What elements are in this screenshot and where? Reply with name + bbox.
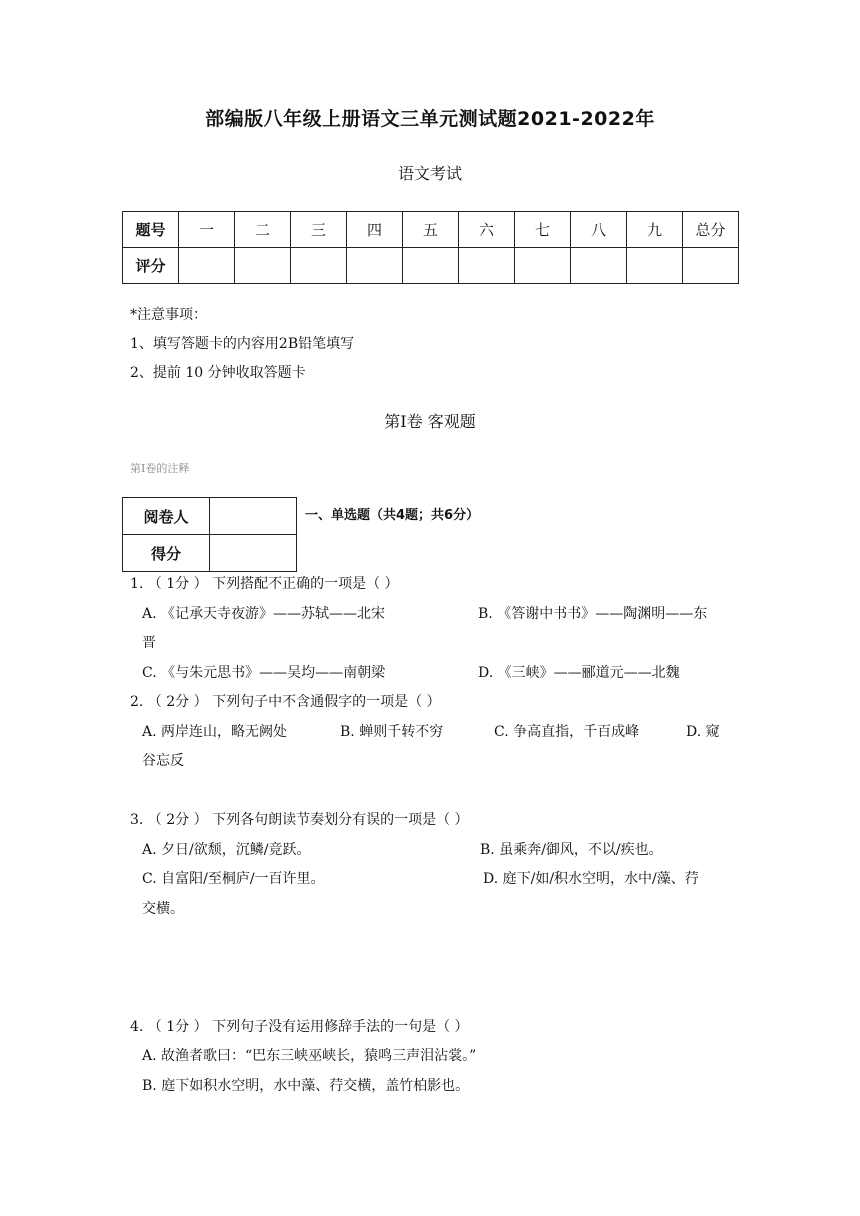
score-table-col-8: 八 [571, 212, 627, 248]
reviewer-label: 阅卷人 [123, 498, 210, 535]
section-heading: 一、单选题（共4题；共6分） [305, 508, 480, 523]
score-cell [179, 248, 235, 284]
question-1-option-c: C. 《与朱元思书》——吴均——南朝梁 [142, 665, 386, 681]
question-3-option-d-cont: 交横。 [142, 901, 184, 917]
score-table [122, 211, 739, 284]
question-2-option-c: C. 争高直指，千百成峰 [494, 724, 640, 740]
score-table-row1-label: 题号 [123, 212, 179, 248]
score-table-col-6: 六 [459, 212, 515, 248]
question-2-option-d: D. 窥 [686, 724, 720, 740]
score-cell [235, 248, 291, 284]
score-table-col-4: 四 [347, 212, 403, 248]
grader-table [122, 497, 297, 572]
score-table-col-2: 二 [235, 212, 291, 248]
score-table-row2-label: 评分 [123, 248, 179, 284]
exam-subtitle: 语文考试 [397, 164, 462, 183]
score-table-col-1: 一 [179, 212, 235, 248]
score-cell [683, 248, 739, 284]
note-item-2: 2、提前 10 分钟收取答题卡 [130, 365, 306, 381]
question-1-option-b: B. 《答谢中书书》——陶渊明——东 [478, 606, 708, 622]
score-cell [347, 248, 403, 284]
score-table-col-9: 九 [627, 212, 683, 248]
question-2-option-b: B. 蝉则千转不穷 [340, 724, 444, 740]
question-1-option-d: D. 《三峡》——郦道元——北魏 [478, 665, 680, 681]
question-2-option-d-cont: 谷忘反 [142, 753, 184, 769]
question-2-option-a: A. 两岸连山，略无阙处 [142, 724, 288, 740]
score-value [210, 535, 297, 572]
question-1-option-a: A. 《记承天寺夜游》——苏轼——北宋 [142, 606, 386, 622]
question-3-option-d: D. 庭下/如/积水空明，水中/藻、荇 [483, 871, 699, 887]
score-cell [627, 248, 683, 284]
notes-heading: *注意事项： [130, 307, 207, 323]
question-2-stem: 2. （ 2分 ） 下列句子中不含通假字的一项是（ ） [130, 694, 441, 710]
score-table-col-5: 五 [403, 212, 459, 248]
document-title: 部编版八年级上册语文三单元测试题2021-2022年 [205, 108, 655, 130]
score-cell [515, 248, 571, 284]
question-4-option-a: A. 故渔者歌曰：“巴东三峡巫峡长，猿鸣三声泪沾裳。” [142, 1048, 477, 1064]
question-4-option-b: B. 庭下如积水空明，水中藻、荇交横，盖竹柏影也。 [142, 1078, 470, 1094]
score-table-col-total: 总分 [683, 212, 739, 248]
volume-note: 第Ⅰ卷的注释 [130, 462, 190, 475]
score-cell [403, 248, 459, 284]
question-1-option-b-cont: 晋 [142, 635, 156, 651]
volume-title: 第Ⅰ卷 客观题 [384, 412, 476, 431]
score-label: 得分 [123, 535, 210, 572]
score-table-col-7: 七 [515, 212, 571, 248]
question-3-option-b: B. 虽乘奔/御风，不以/疾也。 [480, 842, 663, 858]
score-table-header-row [123, 212, 739, 248]
question-1-stem: 1. （ 1分 ） 下列搭配不正确的一项是（ ） [130, 576, 399, 592]
score-table-col-3: 三 [291, 212, 347, 248]
reviewer-value [210, 498, 297, 535]
note-item-1: 1、填写答题卡的内容用2B铅笔填写 [130, 336, 355, 352]
question-3-option-a: A. 夕日/欲颓，沉鳞/竞跃。 [142, 842, 311, 858]
question-3-stem: 3. （ 2分 ） 下列各句朗读节奏划分有误的一项是（ ） [130, 812, 469, 828]
score-cell [571, 248, 627, 284]
score-cell [459, 248, 515, 284]
question-3-option-c: C. 自富阳/至桐庐/一百许里。 [142, 871, 325, 887]
score-cell [291, 248, 347, 284]
question-4-stem: 4. （ 1分 ） 下列句子没有运用修辞手法的一句是（ ） [130, 1019, 469, 1035]
score-table-score-row [123, 248, 739, 284]
